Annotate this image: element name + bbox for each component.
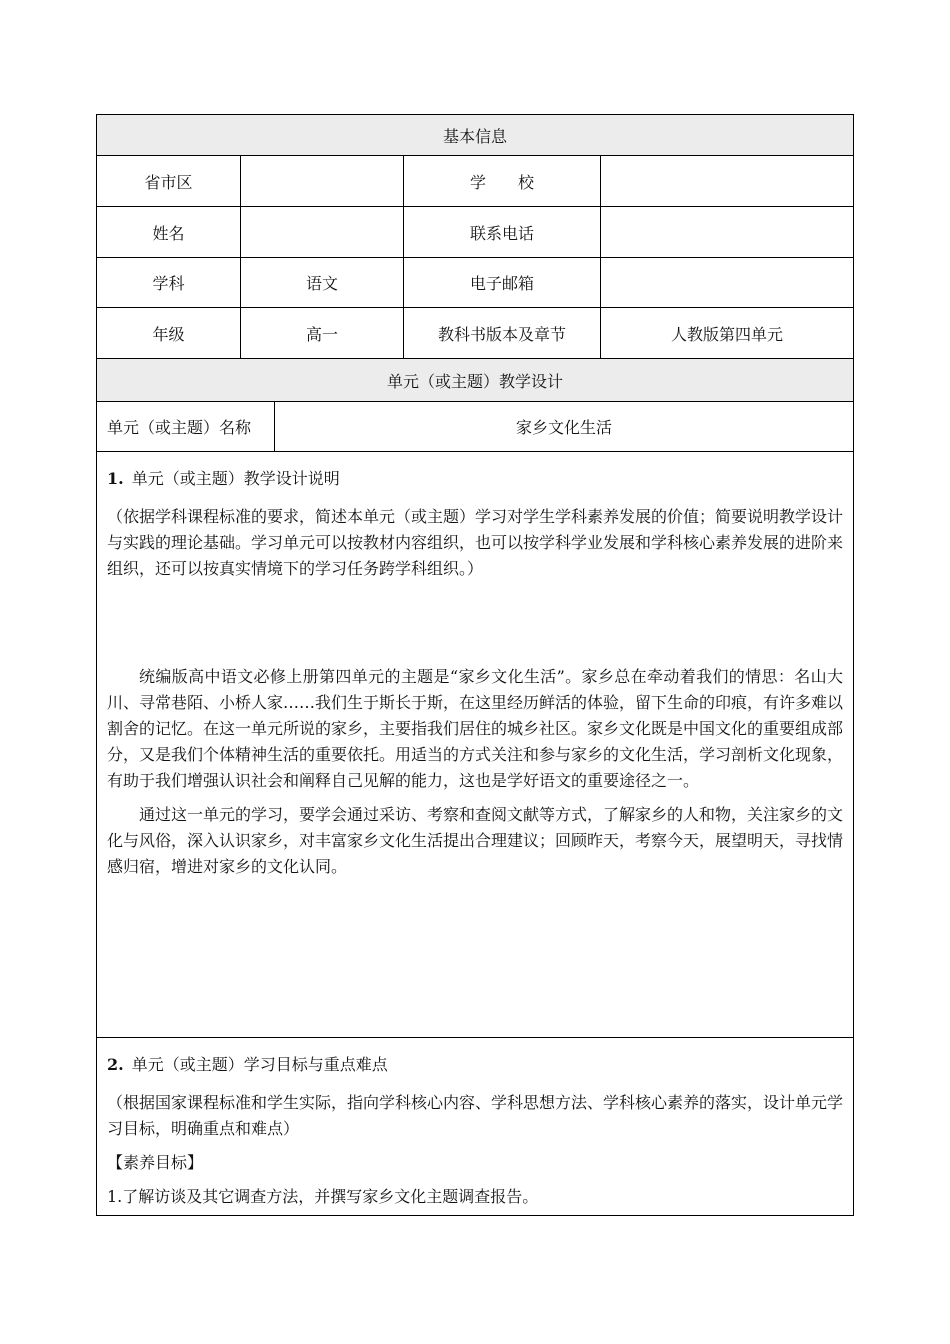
info-row-subject xyxy=(97,258,853,308)
label-email: 电子邮箱 xyxy=(404,258,601,307)
section-2-heading: 2. 单元（或主题）学习目标与重点难点 xyxy=(107,1055,388,1074)
section-1-paragraph-2: 通过这一单元的学习，要学会通过采访、考察和查阅文献等方式，了解家乡的人和物，关注家乡的文化与风俗，深入认识家乡，对丰富家乡文化生活提出合理建议；回顾昨天，考察今天，展望明天，寻找情感归宿，增进对家乡的文化认同。 xyxy=(107,805,844,876)
section-2-instruction: （根据国家课程标准和学生实际，指向学科核心内容、学科思想方法、学科核心素养的落实，设计单元学习目标，明确重点和难点） xyxy=(107,1093,844,1138)
value-grade[interactable]: 高一 xyxy=(241,308,404,358)
label-name: 姓名 xyxy=(97,207,241,257)
label-school: 学 校 xyxy=(404,156,601,206)
label-textbook: 教科书版本及章节 xyxy=(404,308,601,358)
info-row-grade xyxy=(97,308,853,359)
section-1 xyxy=(97,452,853,1038)
value-textbook[interactable]: 人教版第四单元 xyxy=(670,325,783,344)
value-school[interactable] xyxy=(601,156,853,206)
unit-design-title: 单元（或主题）教学设计 xyxy=(386,371,563,391)
value-phone[interactable] xyxy=(601,207,853,257)
value-subject[interactable]: 语文 xyxy=(241,258,404,307)
section-2-item-1: 1.了解访谈及其它调查方法，并撰写家乡文化主题调查报告。 xyxy=(107,1187,539,1206)
section-2-subheading: 【素养目标】 xyxy=(107,1153,204,1172)
label-grade: 年级 xyxy=(97,308,241,358)
label-region: 省市区 xyxy=(97,156,241,206)
section-1-heading: 1. 单元（或主题）教学设计说明 xyxy=(107,469,340,488)
unit-design-header xyxy=(97,359,853,402)
unit-name-row xyxy=(97,402,853,452)
unit-name-label: 单元（或主题）名称 xyxy=(97,402,275,451)
value-name[interactable] xyxy=(241,207,404,257)
lesson-plan-table xyxy=(96,114,854,1216)
section-1-instruction: （依据学科课程标准的要求，简述本单元（或主题）学习对学生学科素养发展的价值；简要说明教学设计与实践的理论基础。学习单元可以按教材内容组织，也可以按学科学业发展和学科核心素养发展的进阶来组织，还可以按真实情境下的学习任务跨学科组织。） xyxy=(107,507,844,578)
section-2 xyxy=(97,1038,853,1215)
info-row-region xyxy=(97,156,853,207)
value-region[interactable] xyxy=(241,156,404,206)
basic-info-header xyxy=(97,115,853,156)
unit-name-value[interactable]: 家乡文化生活 xyxy=(515,418,612,437)
label-phone: 联系电话 xyxy=(404,207,601,257)
section-1-paragraph-1: 统编版高中语文必修上册第四单元的主题是“家乡文化生活”。家乡总在牵动着我们的情思：名山大川、寻常巷陌、小桥人家……我们生于斯长于斯，在这里经历鲜活的体验，留下生命的印痕，有许多难以割舍的记忆。在这一单元所说的家乡，主要指我们居住的城乡社区。家乡文化既是中国文化的重要组成部分，又是我们个体精神生活的重要依托。用适当的方式关注和参与家乡的文化生活，学习剖析文化现象，有助于我们增强认识社会和阐释自己见解的能力，这也是学好语文的重要途径之一。 xyxy=(107,667,844,790)
value-email[interactable] xyxy=(601,258,853,307)
basic-info-title: 基本信息 xyxy=(442,126,507,146)
info-row-name xyxy=(97,207,853,258)
label-subject: 学科 xyxy=(97,258,241,307)
